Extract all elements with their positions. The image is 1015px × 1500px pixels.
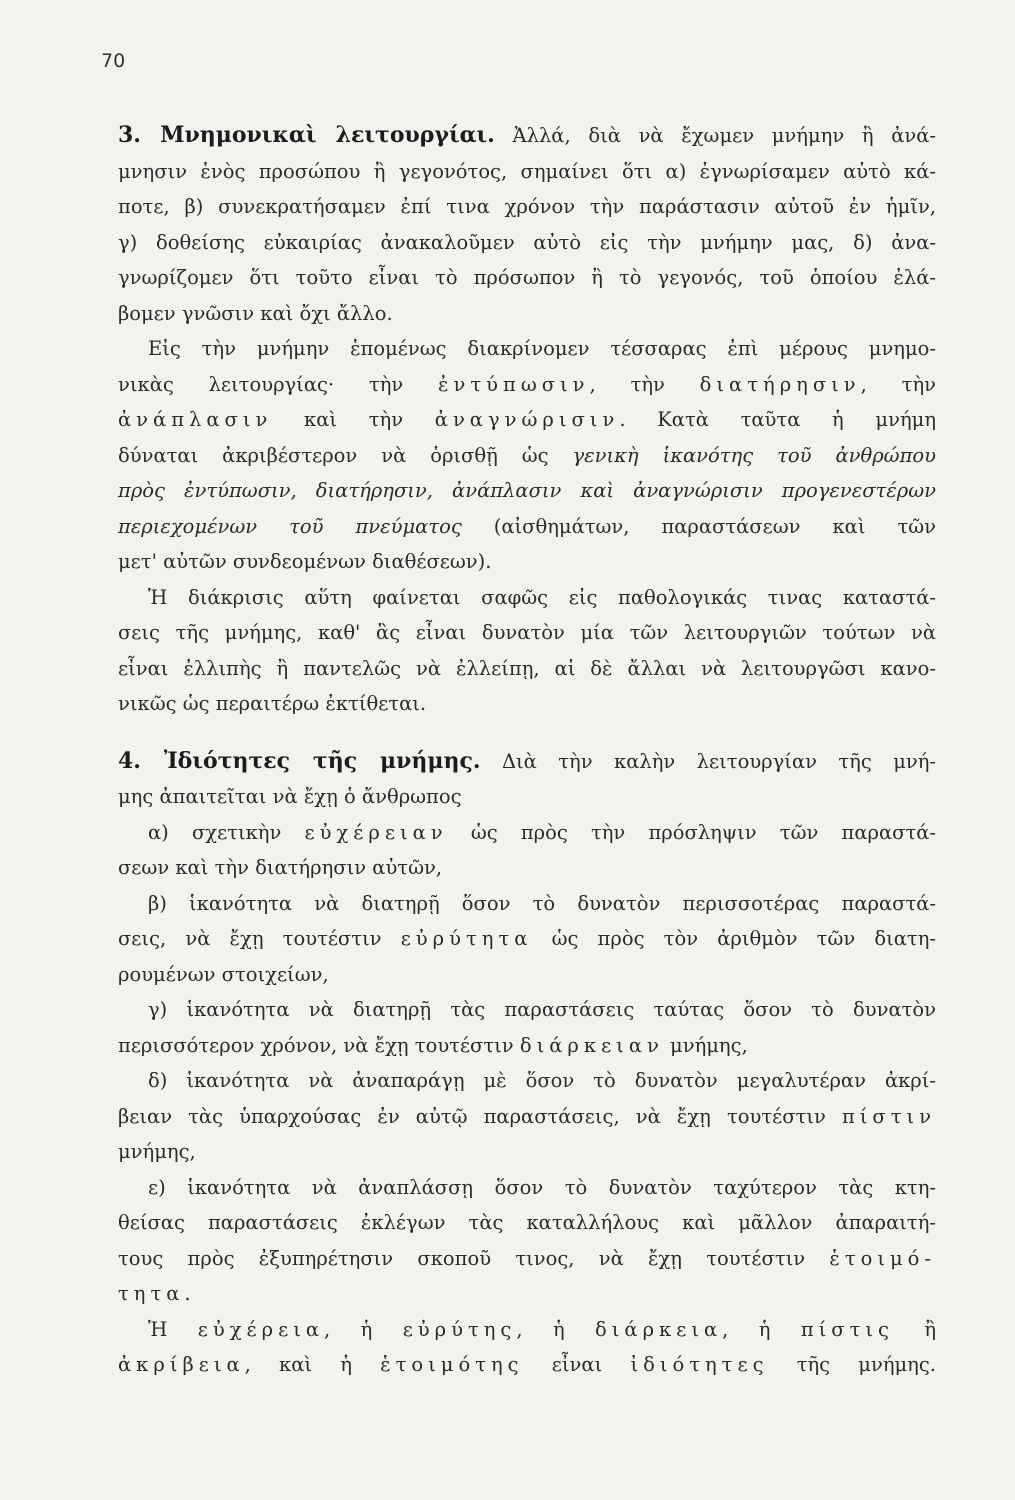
text-run: εἶναι bbox=[523, 1353, 631, 1376]
text-run: ὡς πρὸς τὴν πρόσληψιν τῶν παραστά- bbox=[447, 820, 936, 844]
text-run: σεις, νὰ ἔχῃ τουτέστιν bbox=[118, 927, 401, 950]
text-line: νικῶς ὡς περαιτέρω ἐκτίθεται. bbox=[118, 692, 427, 715]
text-line bbox=[118, 1028, 936, 1064]
text-run: , ἡ bbox=[516, 1317, 596, 1341]
spaced-term: εὐρύτης bbox=[402, 1317, 517, 1341]
spaced-term: ἰδιότητες bbox=[630, 1353, 769, 1376]
text-line bbox=[118, 1241, 936, 1277]
text-run: περισσότερον χρόνον, νὰ ἔχῃ τουτέστιν bbox=[118, 1033, 520, 1057]
text-run: , ἡ bbox=[722, 1317, 801, 1341]
text-line: βομεν γνῶσιν καὶ ὄχι ἄλλο. bbox=[118, 301, 393, 325]
section4-heading: 4. Ἰδιότητες τῆς μνήμης. bbox=[118, 747, 481, 774]
text-run: , ἡ bbox=[324, 1317, 403, 1341]
text-run: , τὴν bbox=[860, 372, 936, 396]
spaced-term: εὐχέρεια bbox=[197, 1317, 325, 1341]
list-item-e: ε) ἱκανότητα νὰ ἀναπλάσσῃ ὅσον τὸ δυνατὸν ταχύτερον τὰς κτη- bbox=[148, 1175, 936, 1199]
text-line: πρὸς ἐντύπωσιν, διατήρησιν, ἀνάπλασιν καὶ ἀναγνώρισιν προγενεστέρων bbox=[118, 479, 936, 502]
text-line bbox=[118, 509, 936, 545]
spaced-term: εὐχέρειαν bbox=[304, 820, 448, 844]
text-run: , τὴν bbox=[589, 372, 700, 396]
text-line: γ) δοθείσης εὐκαιρίας ἀνακαλοῦμεν αὐτὸ εἰς τὴν μνήμην μας, δ) ἀνα- bbox=[118, 230, 936, 254]
page-number: 70 bbox=[101, 50, 126, 72]
text-line: Ἡ διάκρισις αὕτη φαίνεται σαφῶς εἰς παθολογικάς τινας καταστά- bbox=[148, 585, 936, 609]
text-line: τητα. bbox=[118, 1282, 196, 1305]
text-line: μης ἀπαιτεῖται νὰ ἔχῃ ὁ ἄνθρωπος bbox=[118, 785, 462, 808]
text-line: ρουμένων στοιχείων, bbox=[118, 962, 329, 986]
spaced-term: εὐρύτητα bbox=[400, 927, 533, 950]
text-run: α) σχετικὴν bbox=[148, 820, 305, 844]
spaced-term: ἀναγνώρισιν bbox=[434, 408, 620, 431]
text-line bbox=[118, 438, 936, 474]
text-run: (αἰσθημάτων, παραστάσεων καὶ τῶν bbox=[461, 514, 936, 538]
spaced-term: ἑτοιμό- bbox=[829, 1246, 936, 1270]
text-line: μνησιν ἑνὸς προσώπου ἢ γεγονότος, σημαίνει ὅτι α) ἐγνωρίσαμεν αὐτὸ κά- bbox=[118, 159, 936, 183]
text-line: σεις τῆς μνήμης, καθ' ἃς εἶναι δυνατὸν μία τῶν λειτουργιῶν τούτων νὰ bbox=[118, 621, 936, 644]
section4-line-1 bbox=[118, 744, 936, 780]
spaced-term: ἀνάπλασιν bbox=[118, 408, 273, 431]
list-item-d: δ) ἱκανότητα νὰ ἀναπαράγῃ μὲ ὅσον τὸ δυνατὸν μεγαλυτέραν ἀκρί- bbox=[148, 1069, 936, 1092]
text-line: σεων καὶ τὴν διατήρησιν αὐτῶν, bbox=[118, 856, 443, 879]
text-line: γνωρίζομεν ὅτι τοῦτο εἶναι τὸ πρόσωπον ἢ τὸ γεγονός, τοῦ ὁποίου ἐλά- bbox=[118, 266, 936, 289]
text-line: ποτε, β) συνεκρατήσαμεν ἐπί τινα χρόνον τὴν παράστασιν αὐτοῦ ἐν ἡμῖν, bbox=[118, 195, 936, 218]
text-run: καὶ τὴν bbox=[272, 408, 435, 431]
text-line bbox=[118, 367, 936, 403]
spaced-term: διάρκεια bbox=[595, 1317, 723, 1341]
text-run: ὡς πρὸς τὸν ἀριθμὸν τῶν διατη- bbox=[532, 927, 936, 950]
spaced-term: πίστις bbox=[800, 1317, 894, 1341]
text-run: Ἡ bbox=[148, 1317, 198, 1341]
spaced-term: ἐντύπωσιν bbox=[438, 372, 590, 396]
list-item-b: β) ἱκανότητα νὰ διατηρῇ ὅσον τὸ δυνατὸν περισσοτέρας παραστά- bbox=[148, 891, 936, 915]
text-line: μετ' αὐτῶν συνδεομένων διαθέσεων). bbox=[118, 550, 492, 573]
text-line bbox=[118, 921, 936, 957]
text-line bbox=[118, 1099, 936, 1135]
summary-line-1 bbox=[118, 1312, 936, 1348]
spaced-term: διατήρησιν bbox=[699, 372, 861, 396]
text-run: ἢ bbox=[893, 1317, 936, 1341]
list-item-a bbox=[118, 815, 936, 851]
spaced-term: ἑτοιμότης bbox=[380, 1353, 524, 1376]
text-run: Ἀλλά, διὰ νὰ ἔχωμεν μνήμην ἢ ἀνά- bbox=[494, 124, 936, 147]
text-run: Διὰ τὴν καλὴν λειτουργίαν τῆς μνή- bbox=[480, 749, 936, 773]
page-body bbox=[118, 118, 936, 1383]
text-line: μνήμης, bbox=[118, 1140, 196, 1163]
text-run: τους πρὸς ἐξυπηρέτησιν σκοποῦ τινος, νὰ ἔχῃ τουτέστιν bbox=[118, 1246, 830, 1270]
text-run: δύναται ἀκριβέστερον νὰ ὁρισθῇ ὡς bbox=[118, 443, 573, 467]
text-line: θείσας παραστάσεις ἐκλέγων τὰς καταλλήλους καὶ μᾶλλον ἀπαραιτή- bbox=[118, 1211, 936, 1234]
text-line bbox=[118, 402, 936, 438]
text-run: μνήμης, bbox=[663, 1033, 748, 1057]
spaced-term: πίστιν bbox=[841, 1104, 936, 1128]
text-run: τῆς μνήμης. bbox=[768, 1353, 936, 1376]
summary-line-2 bbox=[118, 1347, 936, 1383]
italic-run: περιεχομένων τοῦ πνεύματος bbox=[118, 514, 462, 538]
spaced-term: διάρκειαν bbox=[519, 1033, 664, 1057]
text-run: βειαν τὰς ὑπαρχούσας ἐν αὐτῷ παραστάσεις, νὰ ἔχῃ τουτέστιν bbox=[118, 1104, 842, 1128]
italic-run: γενικὴ ἱκανότης τοῦ ἀνθρώπου bbox=[572, 443, 936, 467]
section3-line-1 bbox=[118, 118, 936, 154]
text-line: εἶναι ἐλλιπὴς ἢ παντελῶς νὰ ἐλλείπῃ, αἱ δὲ ἄλλαι νὰ λειτουργῶσι κανο- bbox=[118, 656, 936, 680]
section3-heading: 3. Μνημονικαὶ λειτουργίαι. bbox=[118, 122, 495, 148]
list-item-c: γ) ἱκανότητα νὰ διατηρῇ τὰς παραστάσεις ταύτας ὅσον τὸ δυνατὸν bbox=[148, 998, 936, 1021]
text-run: , καὶ ἡ bbox=[244, 1353, 381, 1376]
text-run: νικὰς λειτουργίας· τὴν bbox=[118, 372, 439, 396]
text-run: . Κατὰ ταῦτα ἡ μνήμη bbox=[619, 408, 936, 431]
text-line: Εἰς τὴν μνήμην ἑπομένως διακρίνομεν τέσσαρας ἐπὶ μέρους μνημο- bbox=[148, 337, 936, 360]
spaced-term: ἀκρίβεια bbox=[118, 1353, 245, 1376]
